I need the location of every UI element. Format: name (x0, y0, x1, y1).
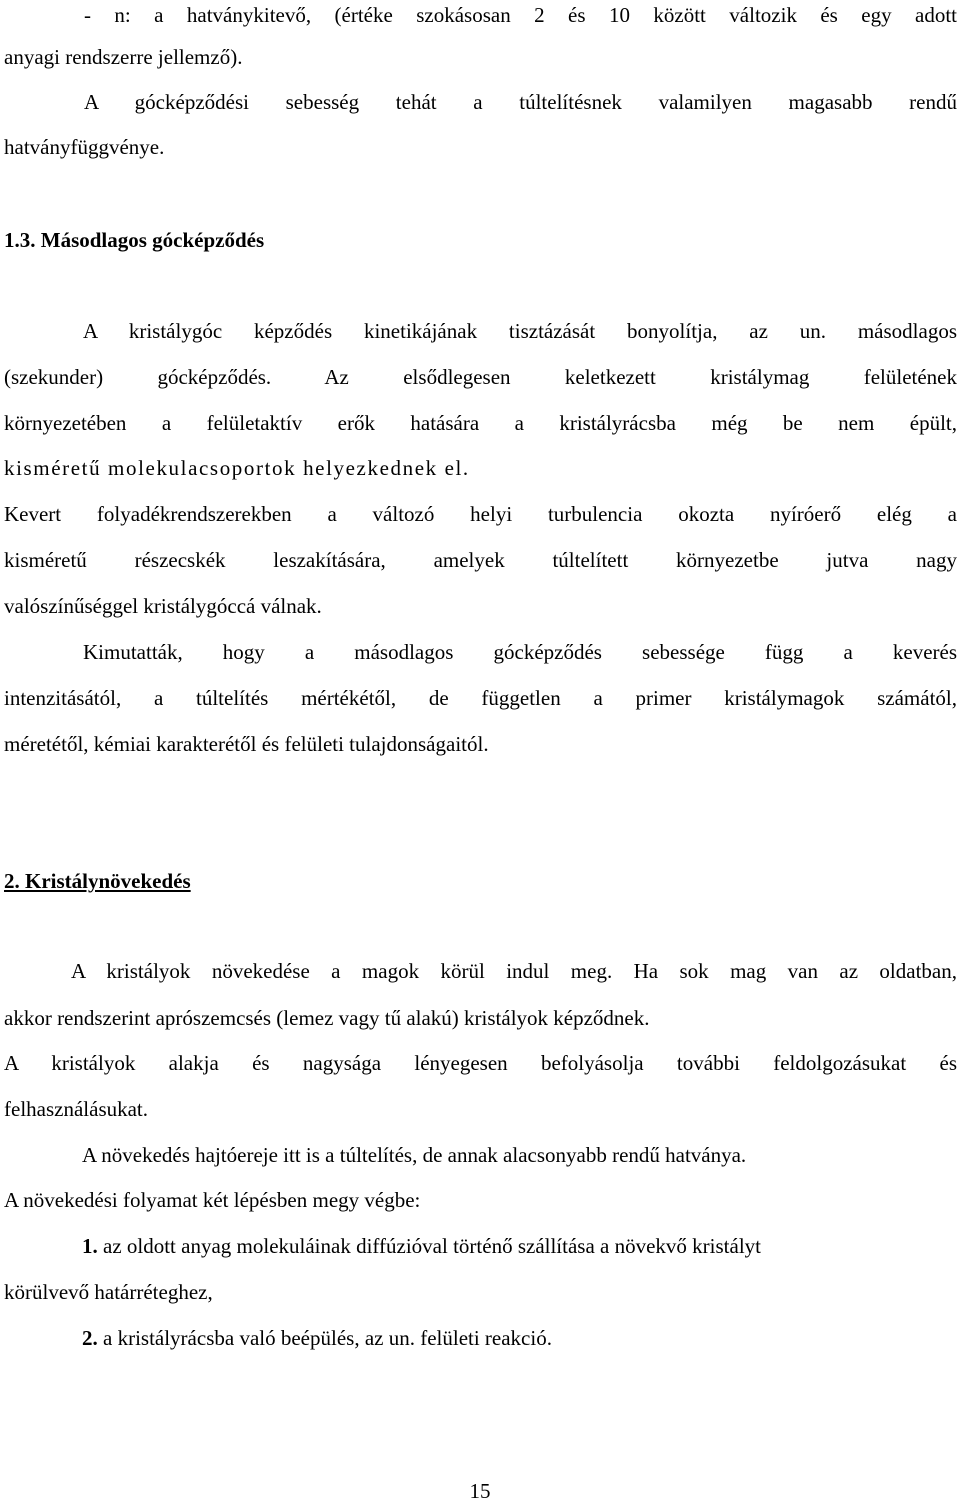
text-line: Kimutatták, hogy a másodlagos gócképződés sebessége függ a keverés (83, 640, 957, 664)
text-line: kisméretű molekulacsoportok helyezkednek el. (4, 456, 470, 480)
text-line: A növekedési folyamat két lépésben megy végbe: (4, 1188, 421, 1212)
text-line: valószínűséggel kristálygóccá válnak. (4, 594, 322, 618)
text-line: körülvevő határréteghez, (4, 1280, 213, 1304)
section-heading-1-3: 1.3. Másodlagos gócképződés (4, 228, 265, 252)
text-line: - n: a hatványkitevő, (értéke szokásosan 2 és 10 között változik és egy adott (84, 3, 957, 27)
section-heading-2: 2. Kristálynövekedés (4, 869, 191, 893)
list-number: 1. (82, 1234, 98, 1258)
text-line: kisméretű részecskék leszakítására, amelyek túltelített környezetbe jutva nagy (4, 548, 957, 572)
list-item (82, 1325, 957, 1351)
text-line: A kristálygóc képződés kinetikájának tisztázását bonyolítja, az un. másodlagos (83, 319, 957, 343)
text-line: A növekedés hajtóereje itt is a túltelítés, de annak alacsonyabb rendű hatványa. (82, 1143, 747, 1167)
text-line: környezetében a felületaktív erők hatására a kristályrácsba még be nem épült, (4, 411, 957, 435)
list-item (82, 1233, 957, 1259)
page-number: 15 (469, 1479, 491, 1503)
text-line: A kristályok növekedése a magok körül indul meg. Ha sok mag van az oldatban, (71, 959, 957, 983)
list-item-text: a kristályrácsba való beépülés, az un. felületi reakció. (97, 1326, 552, 1350)
text-line: A kristályok alakja és nagysága lényegesen befolyásolja további feldolgozásukat és (4, 1051, 957, 1075)
text-line: akkor rendszerint aprószemcsés (lemez vagy tű alakú) kristályok képződnek. (4, 1006, 650, 1030)
text-line: felhasználásukat. (4, 1097, 149, 1121)
text-line: intenzitásától, a túltelítés mértékétől, de független a primer kristálymagok számától, (4, 686, 957, 710)
text-line: hatványfüggvénye. (4, 135, 165, 159)
list-item-text: az oldott anyag molekuláinak diffúzióval történő szállítása a növekvő kristályt (97, 1234, 762, 1258)
text-line: Kevert folyadékrendszerekben a változó helyi turbulencia okozta nyíróerő elég a (4, 502, 957, 526)
text-line: (szekunder) gócképződés. Az elsődlegesen keletkezett kristálymag felületének (4, 365, 957, 389)
text-line: méretétől, kémiai karakterétől és felületi tulajdonságaitól. (4, 732, 489, 756)
text-line: A gócképződési sebesség tehát a túltelítésnek valamilyen magasabb rendű (84, 90, 957, 114)
text-line: anyagi rendszerre jellemző). (4, 45, 243, 69)
list-number: 2. (82, 1326, 98, 1350)
